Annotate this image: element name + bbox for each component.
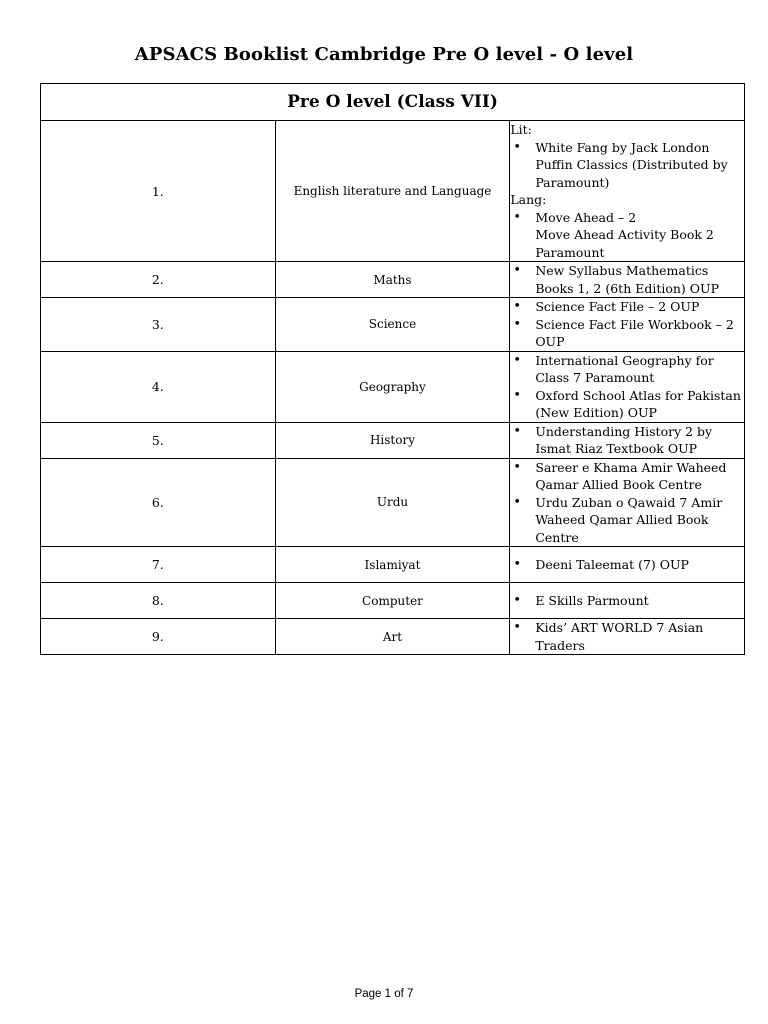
book-list bbox=[510, 262, 745, 298]
book-list bbox=[510, 547, 745, 583]
book-item: • Sareer e Khama Amir Waheed Qamar Allied Book Centre bbox=[510, 459, 744, 494]
book-item: • Deeni Taleemat (7) OUP bbox=[510, 556, 744, 574]
table-row bbox=[41, 458, 745, 547]
book-item: • White Fang by Jack London Puffin Classics (Distributed by Paramount) bbox=[510, 139, 744, 192]
section-header-row bbox=[41, 84, 745, 121]
row-number: 5. bbox=[41, 422, 276, 458]
row-number: 2. bbox=[41, 262, 276, 298]
subject-name: Geography bbox=[275, 351, 510, 422]
subject-name: History bbox=[275, 422, 510, 458]
book-list bbox=[510, 121, 745, 262]
table-row bbox=[41, 121, 745, 262]
row-number: 7. bbox=[41, 547, 276, 583]
lit-label: Lit: bbox=[510, 122, 532, 137]
book-item: • Science Fact File – 2 OUP bbox=[510, 298, 744, 316]
book-item: • E Skills Parmount bbox=[510, 592, 744, 610]
row-number: 3. bbox=[41, 298, 276, 352]
book-list bbox=[510, 458, 745, 547]
book-item: • International Geography for Class 7 Paramount bbox=[510, 352, 744, 387]
section-title: Pre O level (Class VII) bbox=[41, 84, 745, 121]
page-number: Page 1 of 7 bbox=[354, 988, 414, 1000]
row-number: 4. bbox=[41, 351, 276, 422]
book-list bbox=[510, 351, 745, 422]
table-row bbox=[41, 422, 745, 458]
subject-name: Islamiyat bbox=[275, 547, 510, 583]
book-list bbox=[510, 298, 745, 352]
table-row bbox=[41, 351, 745, 422]
book-list bbox=[510, 583, 745, 619]
row-number: 9. bbox=[41, 619, 276, 655]
table-row bbox=[41, 547, 745, 583]
book-item: • Kids’ ART WORLD 7 Asian Traders bbox=[510, 619, 744, 654]
book-item-continued: Move Ahead Activity Book 2 Paramount bbox=[535, 227, 714, 260]
subject-name: English literature and Language bbox=[275, 121, 510, 262]
table-row bbox=[41, 262, 745, 298]
book-item: • Oxford School Atlas for Pakistan (New Edition) OUP bbox=[510, 387, 744, 422]
document-title: APSACS Booklist Cambridge Pre O level - O level bbox=[134, 44, 634, 65]
table-row bbox=[41, 583, 745, 619]
row-number: 1. bbox=[41, 121, 276, 262]
subject-name: Urdu bbox=[275, 458, 510, 547]
table-row bbox=[41, 298, 745, 352]
book-list bbox=[510, 619, 745, 655]
subject-name: Art bbox=[275, 619, 510, 655]
book-item: • Understanding History 2 by Ismat Riaz Textbook OUP bbox=[510, 423, 744, 458]
book-item: • Urdu Zuban o Qawaid 7 Amir Waheed Qamar Allied Book Centre bbox=[510, 494, 744, 547]
book-item: • Move Ahead – 2 bbox=[510, 209, 744, 227]
book-item: • Science Fact File Workbook – 2 OUP bbox=[510, 316, 744, 351]
row-number: 8. bbox=[41, 583, 276, 619]
subject-name: Science bbox=[275, 298, 510, 352]
book-item: • New Syllabus Mathematics Books 1, 2 (6th Edition) OUP bbox=[510, 262, 744, 297]
row-number: 6. bbox=[41, 458, 276, 547]
book-list bbox=[510, 422, 745, 458]
booklist-table bbox=[40, 83, 745, 655]
subject-name: Maths bbox=[275, 262, 510, 298]
lang-label: Lang: bbox=[510, 192, 547, 207]
table-row bbox=[41, 619, 745, 655]
subject-name: Computer bbox=[275, 583, 510, 619]
